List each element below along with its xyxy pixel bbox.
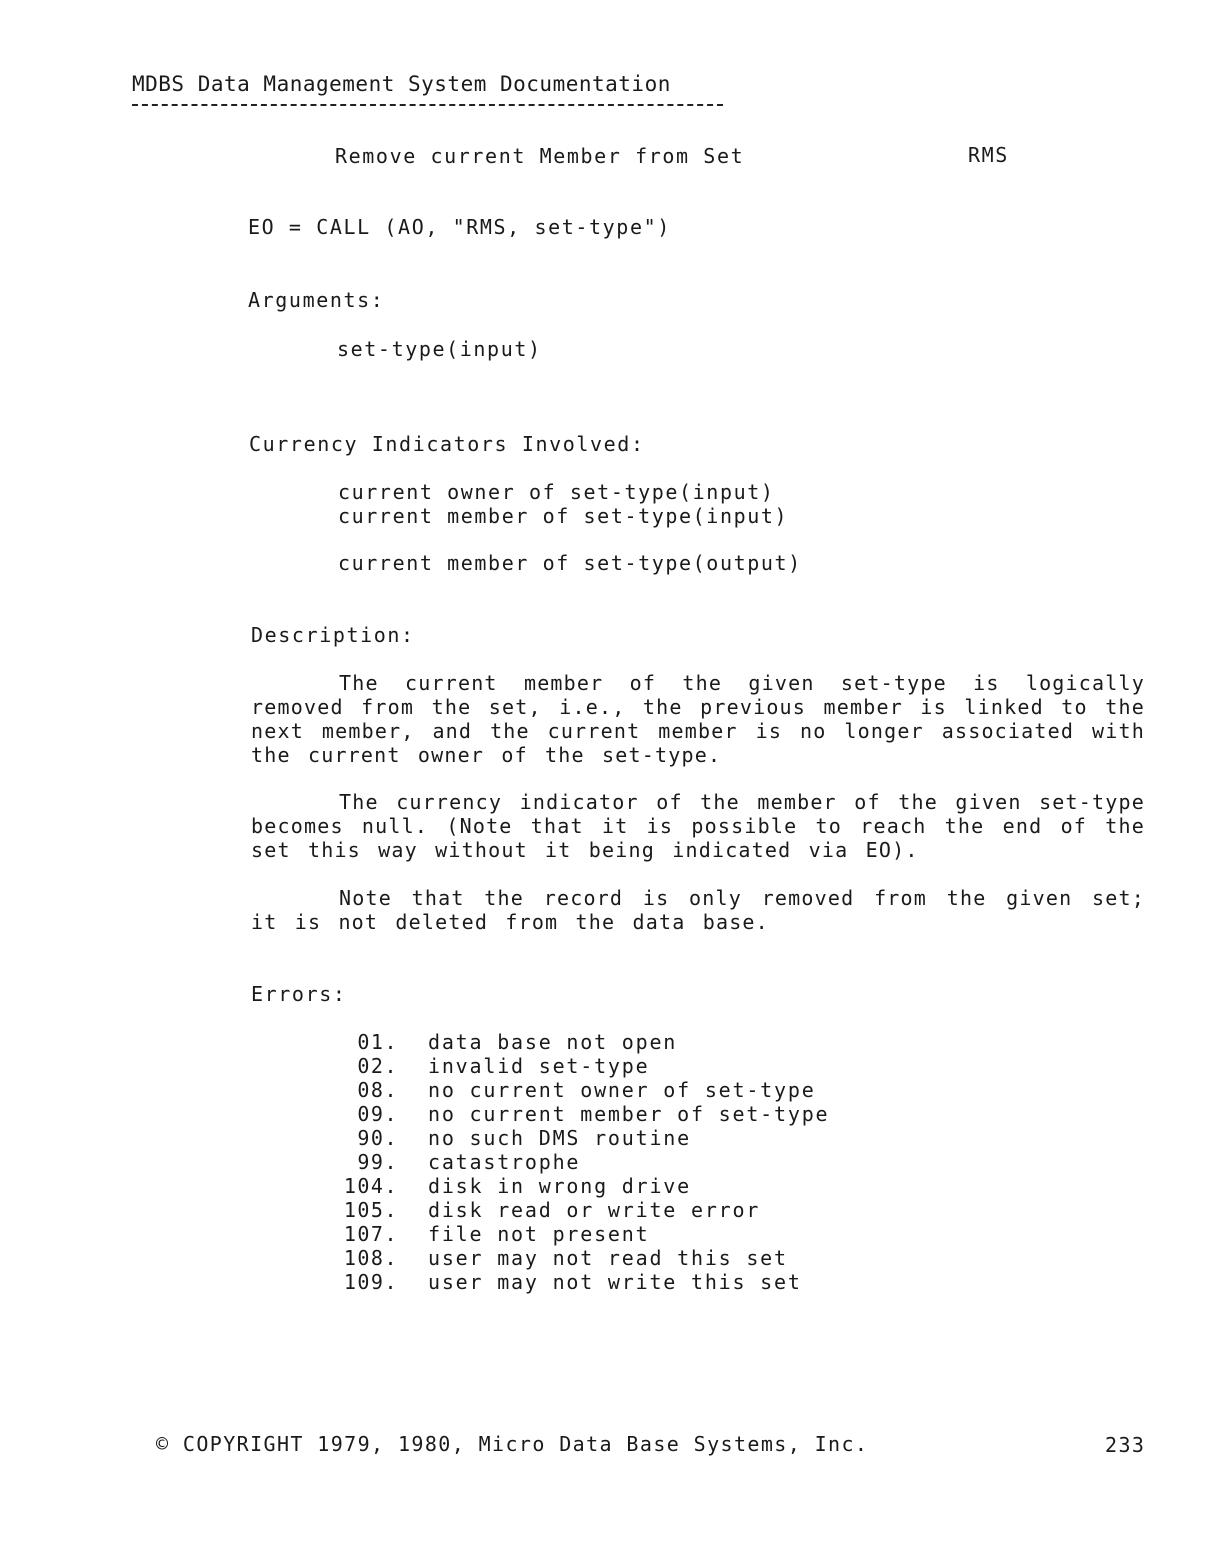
description-paragraph: Note that the record is only removed from the given set; it is not deleted from the data base. <box>251 886 1145 934</box>
call-syntax: EO = CALL (AO, "RMS, set-type") <box>248 215 671 239</box>
error-code: 104. <box>343 1174 398 1198</box>
error-row <box>330 1150 829 1174</box>
error-message: catastrophe <box>428 1150 581 1174</box>
description-paragraph: The currency indicator of the member of the given set-type becomes null. (Note that it is possible to reach the end of the set this way without it being indicated via EO). <box>251 790 1145 862</box>
argument-item: set-type(input) <box>337 337 542 361</box>
page-header-title: MDBS Data Management System Documentation <box>132 72 671 96</box>
error-message: data base not open <box>428 1030 678 1054</box>
error-message: invalid set-type <box>428 1054 650 1078</box>
description-paragraph: The current member of the given set-type is logically removed from the set, i.e., the previous member is linked to the next member, and the current member is no longer associated with the current owner of the set-type. <box>251 671 1145 767</box>
currency-heading: Currency Indicators Involved: <box>249 432 645 456</box>
error-row <box>330 1270 829 1294</box>
error-message: no current member of set-type <box>428 1102 830 1126</box>
error-code: 01. <box>357 1030 398 1054</box>
error-message: user may not write this set <box>428 1270 802 1294</box>
error-row <box>330 1246 829 1270</box>
error-row <box>330 1078 829 1102</box>
error-code: 107. <box>343 1222 398 1246</box>
error-row <box>330 1054 829 1078</box>
error-row <box>330 1030 829 1054</box>
copyright-notice: © COPYRIGHT 1979, 1980, Micro Data Base Systems, Inc. <box>156 1432 869 1456</box>
error-message: no such DMS routine <box>428 1126 691 1150</box>
error-code: 08. <box>357 1078 398 1102</box>
error-code: 90. <box>357 1126 398 1150</box>
error-message: disk in wrong drive <box>428 1174 691 1198</box>
page-number: 233 <box>1105 1433 1146 1457</box>
error-row <box>330 1174 829 1198</box>
error-code: 02. <box>357 1054 398 1078</box>
error-list <box>330 1030 829 1294</box>
error-row <box>330 1102 829 1126</box>
error-row <box>330 1126 829 1150</box>
error-code: 09. <box>357 1102 398 1126</box>
error-row <box>330 1222 829 1246</box>
currency-output-item: current member of set-type(output) <box>338 551 802 575</box>
error-message: disk read or write error <box>428 1198 761 1222</box>
routine-name: Remove current Member from Set <box>335 144 745 168</box>
error-code: 105. <box>343 1198 398 1222</box>
error-row <box>330 1198 829 1222</box>
header-underline <box>132 104 723 106</box>
error-code: 109. <box>343 1270 398 1294</box>
errors-heading: Errors: <box>251 982 347 1006</box>
currency-input-item: current member of set-type(input) <box>338 504 789 528</box>
error-code: 99. <box>357 1150 398 1174</box>
currency-input-item: current owner of set-type(input) <box>338 480 775 504</box>
error-message: file not present <box>428 1222 650 1246</box>
arguments-heading: Arguments: <box>248 288 385 312</box>
error-message: user may not read this set <box>428 1246 788 1270</box>
error-code: 108. <box>343 1246 398 1270</box>
error-message: no current owner of set-type <box>428 1078 816 1102</box>
description-heading: Description: <box>251 623 415 647</box>
routine-code: RMS <box>968 143 1009 167</box>
